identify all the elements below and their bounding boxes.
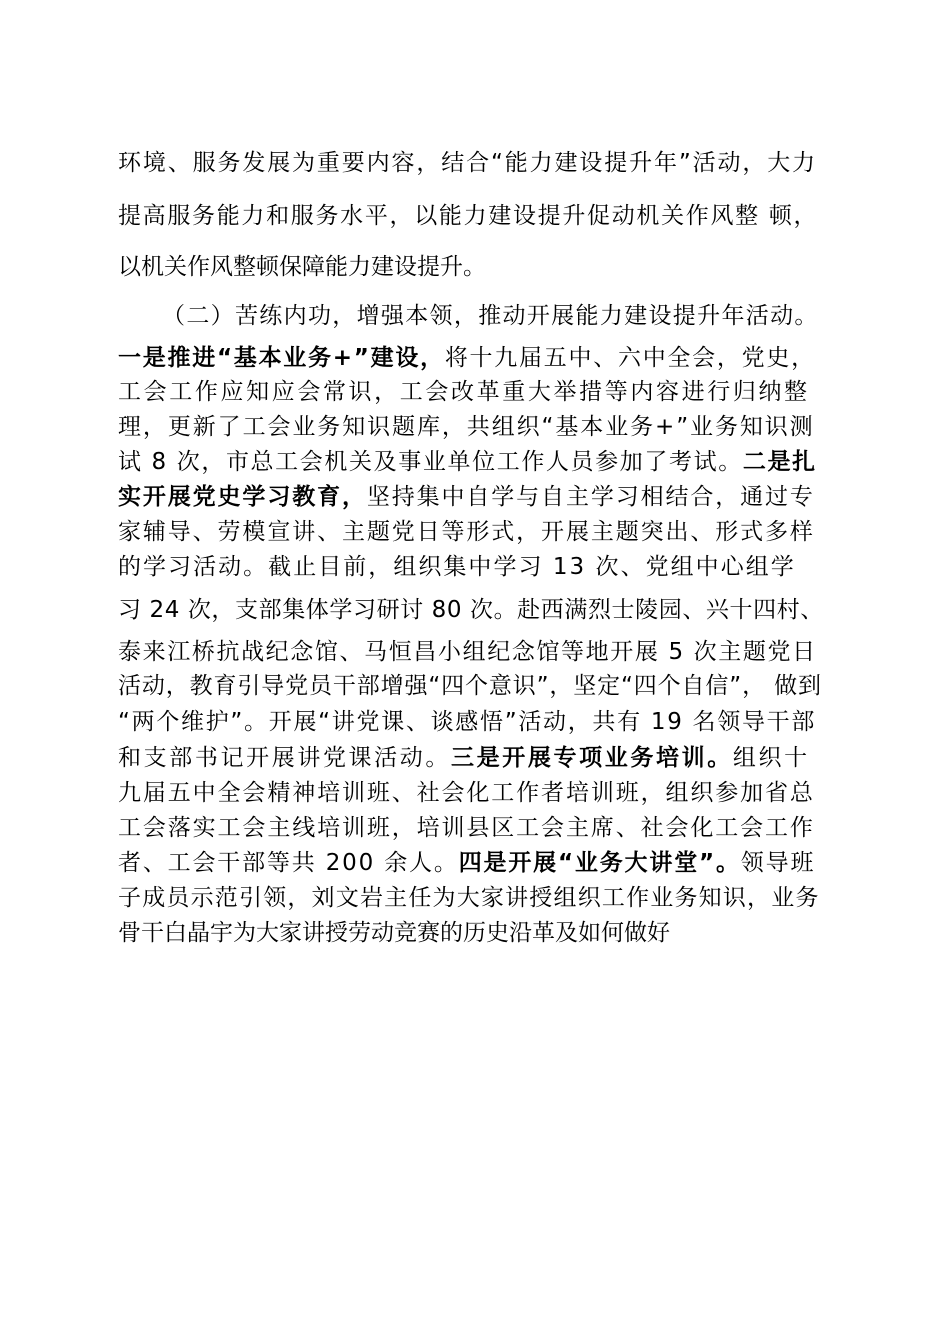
section-heading [162, 301, 819, 331]
paragraph-line [118, 778, 815, 808]
paragraph-line [118, 595, 824, 625]
paragraph-line [118, 343, 816, 373]
text-run: 骨干白晶宇为大家讲授劳动竞赛的历史沿革及如何做好 [118, 920, 670, 946]
bold-run: 二是扎 [742, 449, 817, 475]
text-run: 领导班 [740, 850, 816, 876]
paragraph-line [118, 377, 810, 407]
text-run: “两个维护”。开展“讲党课、谈感悟”活动，共有 19 名领导干部 [118, 709, 817, 735]
text-run: 工会落实工会主线培训班，培训县区工会主席、社会化工会工作 [118, 815, 815, 841]
text-run: 坚持集中自学与自主学习相结合，通过专 [366, 484, 815, 510]
text-run: 子成员示范引领，刘文岩主任为大家讲授组织工作业务知识，业务 [118, 885, 820, 911]
text-run: 理，更新了工会业务知识题库，共组织“基本业务+”业务知识测 [118, 414, 815, 440]
text-run: 习 24 次，支部集体学习研讨 80 次。赴西满烈士陵园、兴十四村、 [118, 597, 824, 623]
text-run: 工会工作应知应会常识，工会改革重大举措等内容进行归纳整 [118, 379, 810, 405]
paragraph-line [118, 252, 486, 282]
text-run: 者、工会干部等共 200 余人。 [118, 850, 459, 876]
paragraph-line [118, 813, 815, 843]
text-run: 以机关作风整顿保障能力建设提升。 [118, 254, 486, 280]
bold-run: 四是开展“业务大讲堂”。 [458, 850, 741, 876]
paragraph-line [118, 707, 816, 737]
paragraph-line [118, 883, 820, 913]
paragraph-line [118, 148, 817, 178]
paragraph-line [118, 482, 815, 512]
paragraph-line [118, 743, 810, 773]
text-run: 环境、服务发展为重要内容，结合“能力建设提升年”活动，大力 [118, 150, 817, 176]
text-run: 提高服务能力和服务水平，以能力建设提升促动机关作风整 顿， [118, 203, 819, 229]
paragraph-line [118, 637, 817, 667]
text-run: 活动，教育引导党员干部增强“四个意识”，坚定“四个自信”， 做到 [118, 673, 822, 699]
bold-run: 实开展党史学习教育， [118, 484, 367, 510]
text-run: 和支部书记开展讲党课活动。 [118, 745, 452, 771]
text-run: 家辅导、劳模宣讲、主题党日等形式，开展主题突出、形式多样 [118, 519, 815, 545]
paragraph-line [118, 412, 815, 442]
bold-run: 三是开展专项业务培训。 [451, 745, 733, 771]
text-run: 泰来江桥抗战纪念馆、马恒昌小组纪念馆等地开展 5 次主题党日 [118, 639, 817, 665]
text-run: （二）苦练内功，增强本领，推动开展能力建设提升年活动。 [162, 303, 819, 329]
paragraph-line [118, 201, 818, 231]
paragraph-line [118, 552, 796, 582]
bold-run: 一是推进“基本业务+”建设， [118, 345, 445, 371]
text-run: 组织十 [732, 745, 810, 771]
paragraph-line [118, 517, 815, 547]
text-run: 的学习活动。截止目前，组织集中学习 13 次、党组中心组学 [118, 554, 796, 580]
paragraph-line [118, 671, 822, 701]
paragraph-line [118, 447, 817, 477]
text-run: 九届五中全会精神培训班、社会化工作者培训班，组织参加省总 [118, 780, 815, 806]
text-run: 将十九届五中、六中全会，党史， [444, 345, 816, 371]
paragraph-line [118, 918, 670, 948]
paragraph-line [118, 848, 815, 878]
text-run: 试 8 次，市总工会机关及事业单位工作人员参加了考试。 [118, 449, 743, 475]
